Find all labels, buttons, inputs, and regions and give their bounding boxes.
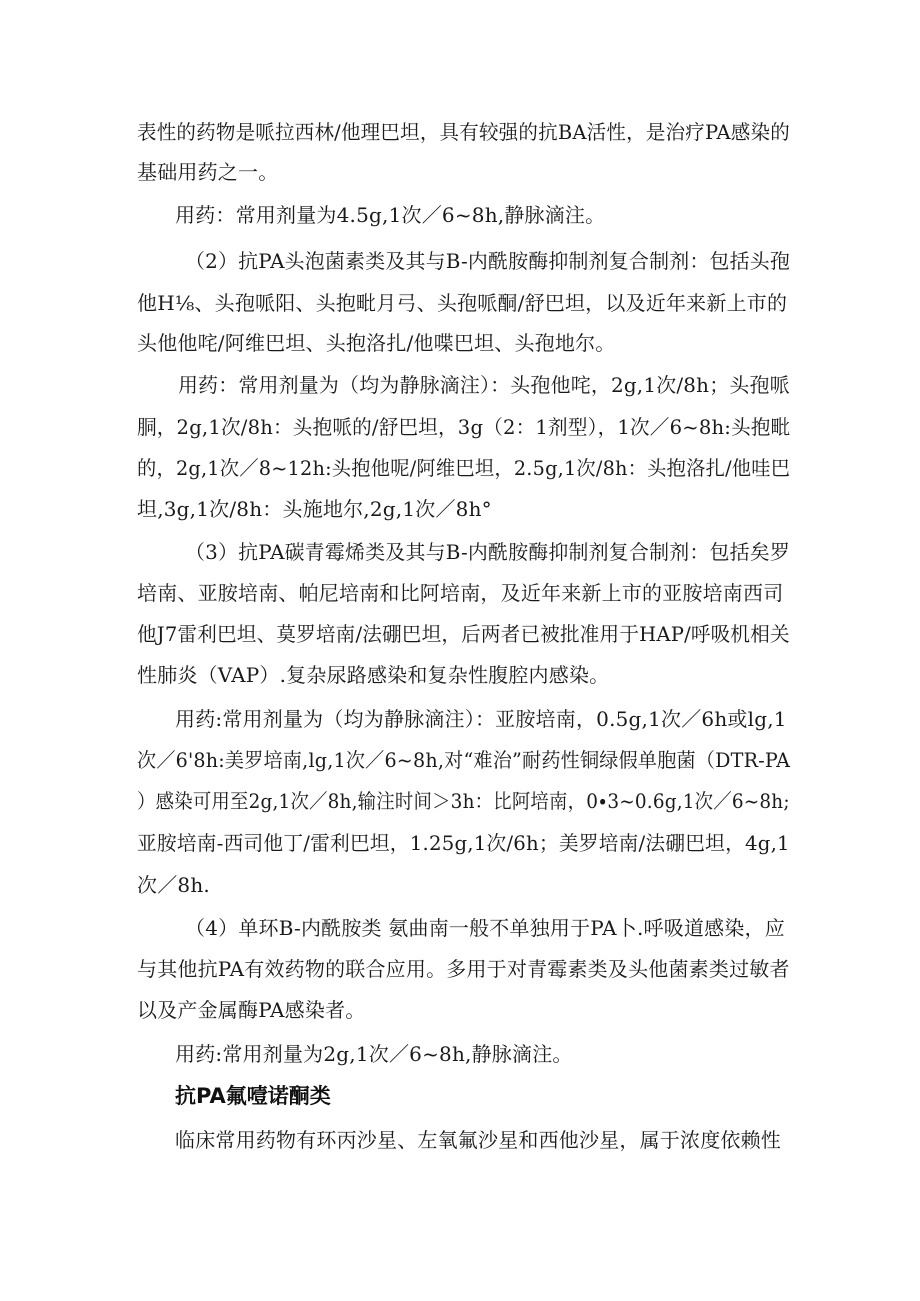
paragraph-7-line-1: （4）单环B-内酰胺类 氨曲南一般不单独用于PA卜.呼吸道感染，应 [185, 916, 785, 940]
section-heading: 抗PA氟噎诺酮类 [175, 1084, 331, 1108]
paragraph-6-line-3: ）感染可用至2g,1次／8h,输注时间＞3h：比阿培南，0∙3~0.6g,1次／6~8h; [137, 789, 790, 813]
paragraph-4-line-2: 胴，2g,1次/8h：头抱哌的/舒巴坦，3g（2：1剂型），1次／6~8h:头抱毗 [137, 415, 791, 439]
paragraph-7-line-3: 以及产金属酶PA感染者。 [137, 998, 366, 1022]
paragraph-4-line-1: 用药：常用剂量为（均为静脉滴注）：头孢他咤，2g,1次/8h；头孢哌 [178, 373, 790, 397]
paragraph-1-line-1: 表性的药物是哌拉西林/他理巴坦，具有较强的抗BA活性，是治疗PA感染的 [137, 120, 790, 144]
paragraph-1-line-2: 基础用药之一。 [137, 160, 279, 184]
paragraph-7-line-2: 与其他抗PA有效药物的联合应用。多用于对青霉素类及头他菌素类过敏者 [137, 957, 790, 981]
paragraph-6-line-2: 次／6'8h:美罗培南,lg,1次／6~8h,对“难治”耐药性铜绿假单胞菌（DTR-PA [137, 748, 791, 772]
paragraph-6-line-1: 用药:常用剂量为（均为静脉滴注）：亚胺培南，0.5g,1次／6h或lg,1 [175, 707, 787, 731]
paragraph-5-line-1: （3）抗PA碳青霉烯类及其与B-内酰胺酶抑制剂复合制剂：包括矣罗 [185, 540, 791, 564]
paragraph-6-line-5: 次／8h. [137, 873, 210, 897]
trailing-paragraph-line-1: 临床常用药物有环丙沙星、左氧氟沙星和西他沙星，属于浓度依赖性 [175, 1128, 781, 1152]
paragraph-2-line-1: 用药：常用剂量为4.5g,1次／6~8h,静脉滴注。 [175, 203, 606, 227]
paragraph-3-line-1: （2）抗PA头泡菌素类及其与B-内酰胺酶抑制剂复合制剂：包括头孢 [185, 249, 791, 273]
paragraph-4-line-4: 坦,3g,1次/8h：头施地尔,2g,1次／8h° [137, 497, 492, 521]
paragraph-8-line-1: 用药:常用剂量为2g,1次／6~8h,静脉滴注。 [175, 1042, 573, 1066]
paragraph-5-line-4: 性肺炎（VAP）.复杂尿路感染和复杂性腹腔内感染。 [137, 663, 610, 687]
paragraph-6-line-4: 亚胺培南-西司他丁/雷利巴坦，1.25g,1次/6h；美罗培南/法硼巴坦，4g,1 [137, 831, 790, 855]
paragraph-4-line-3: 的，2g,1次／8~12h:头抱他呢/阿维巴坦，2.5g,1次/8h：头抱洛扎/他哇巴 [137, 456, 791, 480]
paragraph-3-line-2: 他H⅛、头孢哌阳、头抱毗月弓、头孢哌酮/舒巴坦，以及近年来新上市的 [137, 291, 788, 315]
paragraph-5-line-3: 他J7雷利巴坦、莫罗培南/法硼巴坦，后两者已被批准用于HAP/呼吸机相关 [137, 622, 790, 646]
paragraph-5-line-2: 培南、亚胺培南、帕尼培南和比阿培南，及近年来新上市的亚胺培南西司 [137, 581, 784, 605]
paragraph-3-line-3: 头他他咤/阿维巴坦、头抱洛扎/他喋巴坦、头孢地尔。 [137, 331, 616, 355]
